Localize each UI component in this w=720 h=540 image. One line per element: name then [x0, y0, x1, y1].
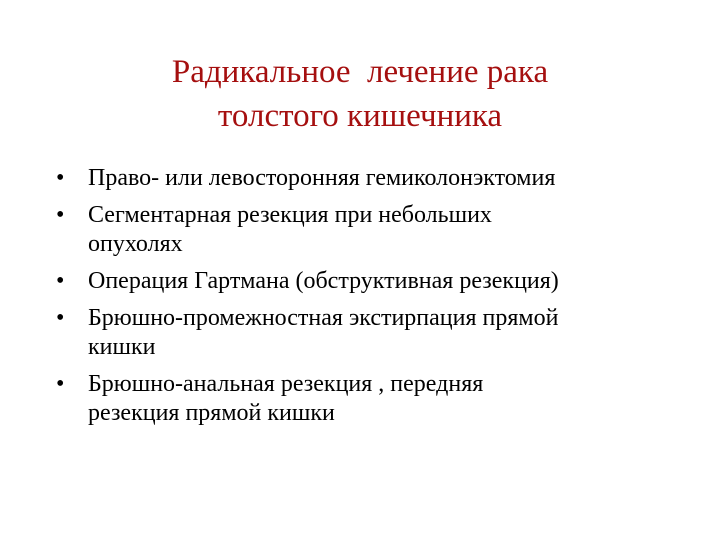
bullet-text-line: Брюшно-промежностная экстирпация прямой	[88, 305, 559, 331]
bullet-item-segmental-resection	[56, 201, 686, 259]
bullet-text-line: кишки	[88, 334, 156, 360]
bullet-text-line: Право- или левосторонняя гемиколонэктомия	[88, 165, 556, 191]
slide-title-line-2: толстого кишечника	[217, 98, 503, 134]
bullet-list	[56, 164, 686, 436]
slide-title-line-1: Радикальное лечение рака	[171, 54, 549, 90]
bullet-icon: •	[56, 371, 65, 397]
bullet-icon: •	[56, 305, 65, 331]
bullet-item-hemicolectomy	[56, 164, 686, 193]
bullet-icon: •	[56, 165, 65, 191]
bullet-icon: •	[56, 202, 65, 228]
bullet-icon: •	[56, 268, 65, 294]
bullet-item-hartmann-operation	[56, 267, 686, 296]
bullet-item-abdominoperineal-extirpation	[56, 304, 686, 362]
bullet-text-line: Сегментарная резекция при небольших	[88, 202, 492, 228]
bullet-text-line: Брюшно-анальная резекция , передняя	[88, 371, 484, 397]
slide-title	[60, 50, 660, 138]
bullet-text-line: резекция прямой кишки	[88, 400, 335, 426]
bullet-text-line: Операция Гартмана (обструктивная резекция)	[88, 268, 559, 294]
bullet-item-abdominoanal-resection	[56, 370, 686, 428]
bullet-text-line: опухолях	[88, 231, 183, 257]
